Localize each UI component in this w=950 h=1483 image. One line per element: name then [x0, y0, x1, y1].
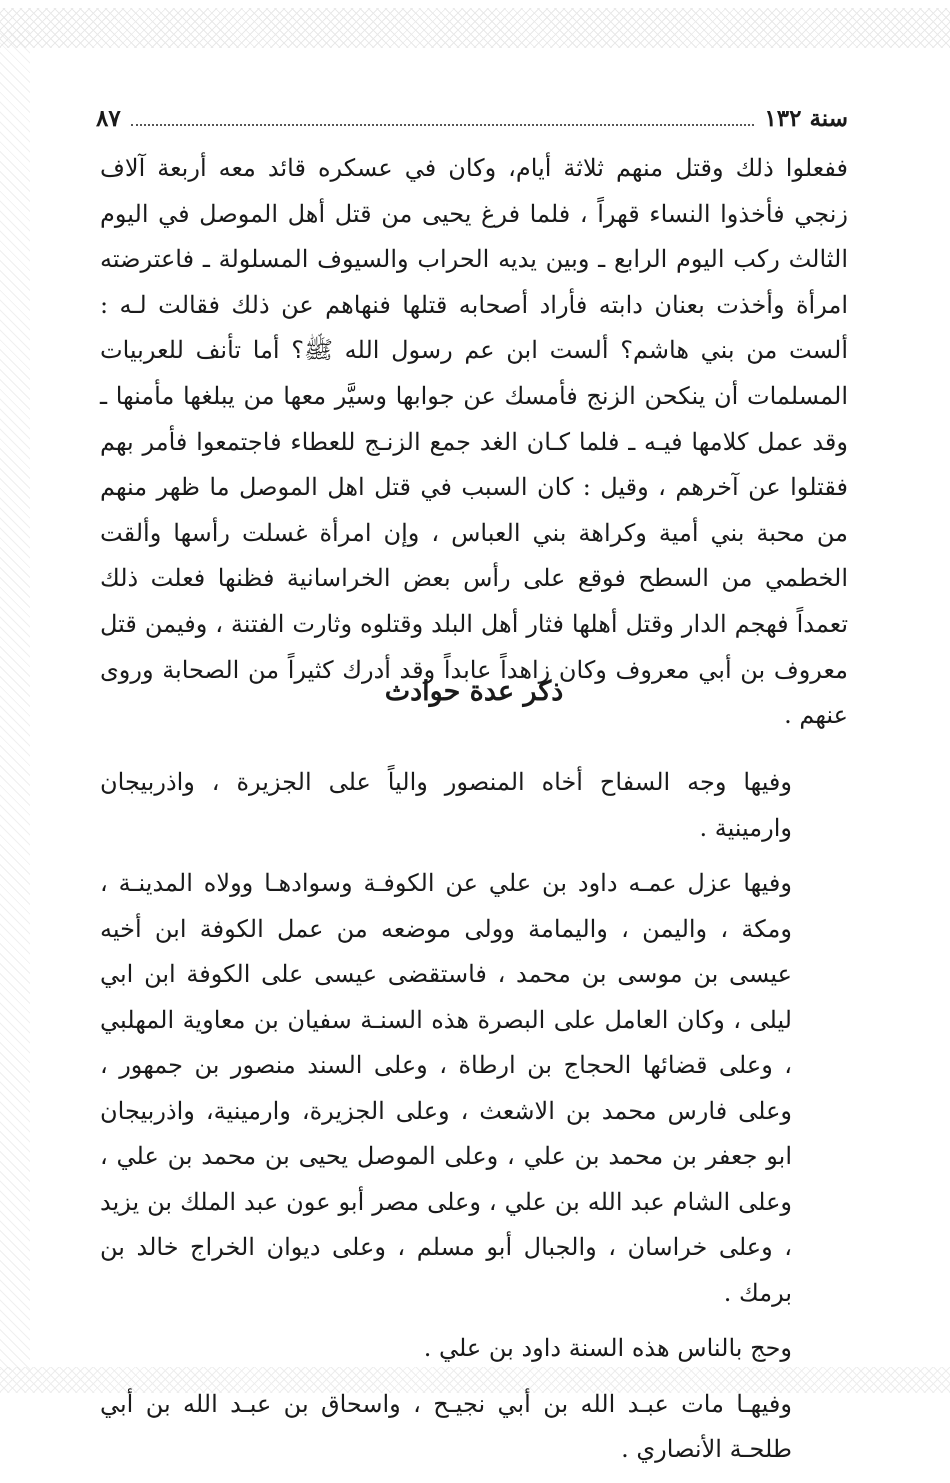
running-head: سنة ١٣٢ — [764, 104, 848, 132]
dotted-leader — [131, 124, 755, 126]
page-header — [96, 98, 848, 138]
opening-paragraph: ففعلوا ذلك وقتل منهم ثلاثة أيام، وكان في عسكره قائد معه أربعة آلاف زنجي فأخذوا النساء قهراً ، فلما فرغ يحيى من قتل أهل الموصل في اليوم الثالث ركب اليوم الرابع ـ وبين يديه الحراب والسيوف المسلولة ـ فاعترضته امرأة وأخذت بعنان دابته فأراد أصحابه قتلها فنهاهم عن ذلك فقالت لـه : ألست من بني هاشم؟ ألست ابن عم رسول الله ﷺ؟ أما تأنف للعربيات المسلمات أن ينكحن الزنج فأمسك عن جوابها وسيَّر معها من يبلغها مأمنها ـ وقد عمل كلامها فيـه ـ فلما كـان الغد جمع الزنـج للعطاء فاجتمعوا فأمر بهم فقتلوا عن آخرهم ، وقيل : كان السبب في قتل اهل الموصل ما ظهر منهم من محبة بني أمية وكراهة بني العباس ، وإن امرأة غسلت رأسها وألقت الخطمي من السطح فوقع على رأس بعض الخراسانية فظنها فعلت ذلك تعمداً فهجم الدار وقتل أهلها فثار أهل البلد وقتلوه وثارت الفتنة ، وفيمن قتل معروف بن أبي معروف وكان زاهداً عابداً وقد أدرك كثيراً من الصحابة وروى عنهم . — [100, 154, 849, 730]
page-number: ٨٧ — [96, 104, 121, 132]
section-paragraph-4: وفيهـا مات عبـد الله بن أبي نجيـح ، واسحاق بن عبـد الله بن أبي طلحـة الأنصاري . — [100, 1389, 792, 1463]
section-title: ذكر عدة حوادث — [384, 676, 564, 707]
decorative-border-top — [0, 8, 950, 48]
section-body — [100, 760, 848, 1483]
opening-paragraph-block — [100, 146, 848, 739]
decorative-border-left — [0, 30, 30, 1370]
section-paragraph-2: وفيها عزل عمـه داود بن علي عن الكوفـة وسوادهـا وولاه المدينـة ، ومكة ، واليمن ، واليمامة وولى موضعه من عمل الكوفة ابن أخيه عيسى بن موسى بن محمد ، فاستقضى عيسى على الكوفة ابن ابي ليلى ، وكان العامل على البصرة هذه السنـة سفيان بن معاوية المهلبي ، وعلى قضائها الحجاج بن ارطاة ، وعلى السند منصور بن جمهور ، وعلى فارس محمد بن الاشعث ، وعلى الجزيرة، وارمينية، واذربيجان ابو جعفر بن محمد بن علي ، وعلى الموصل يحيى بن محمد بن علي ، وعلى الشام عبد الله بن علي ، وعلى مصر أبو عون عبد الملك بن يزيد ، وعلى خراسان ، والجبال أبو مسلم ، وعلى ديوان الخراج خالد بن برمك . — [100, 869, 792, 1307]
section-paragraph-1: وفيها وجه السفاح أخاه المنصور والياً على الجزيرة ، واذربيجان وارمينية . — [100, 768, 792, 842]
section-paragraph-3: وحج بالناس هذه السنة داود بن علي . — [423, 1334, 792, 1362]
